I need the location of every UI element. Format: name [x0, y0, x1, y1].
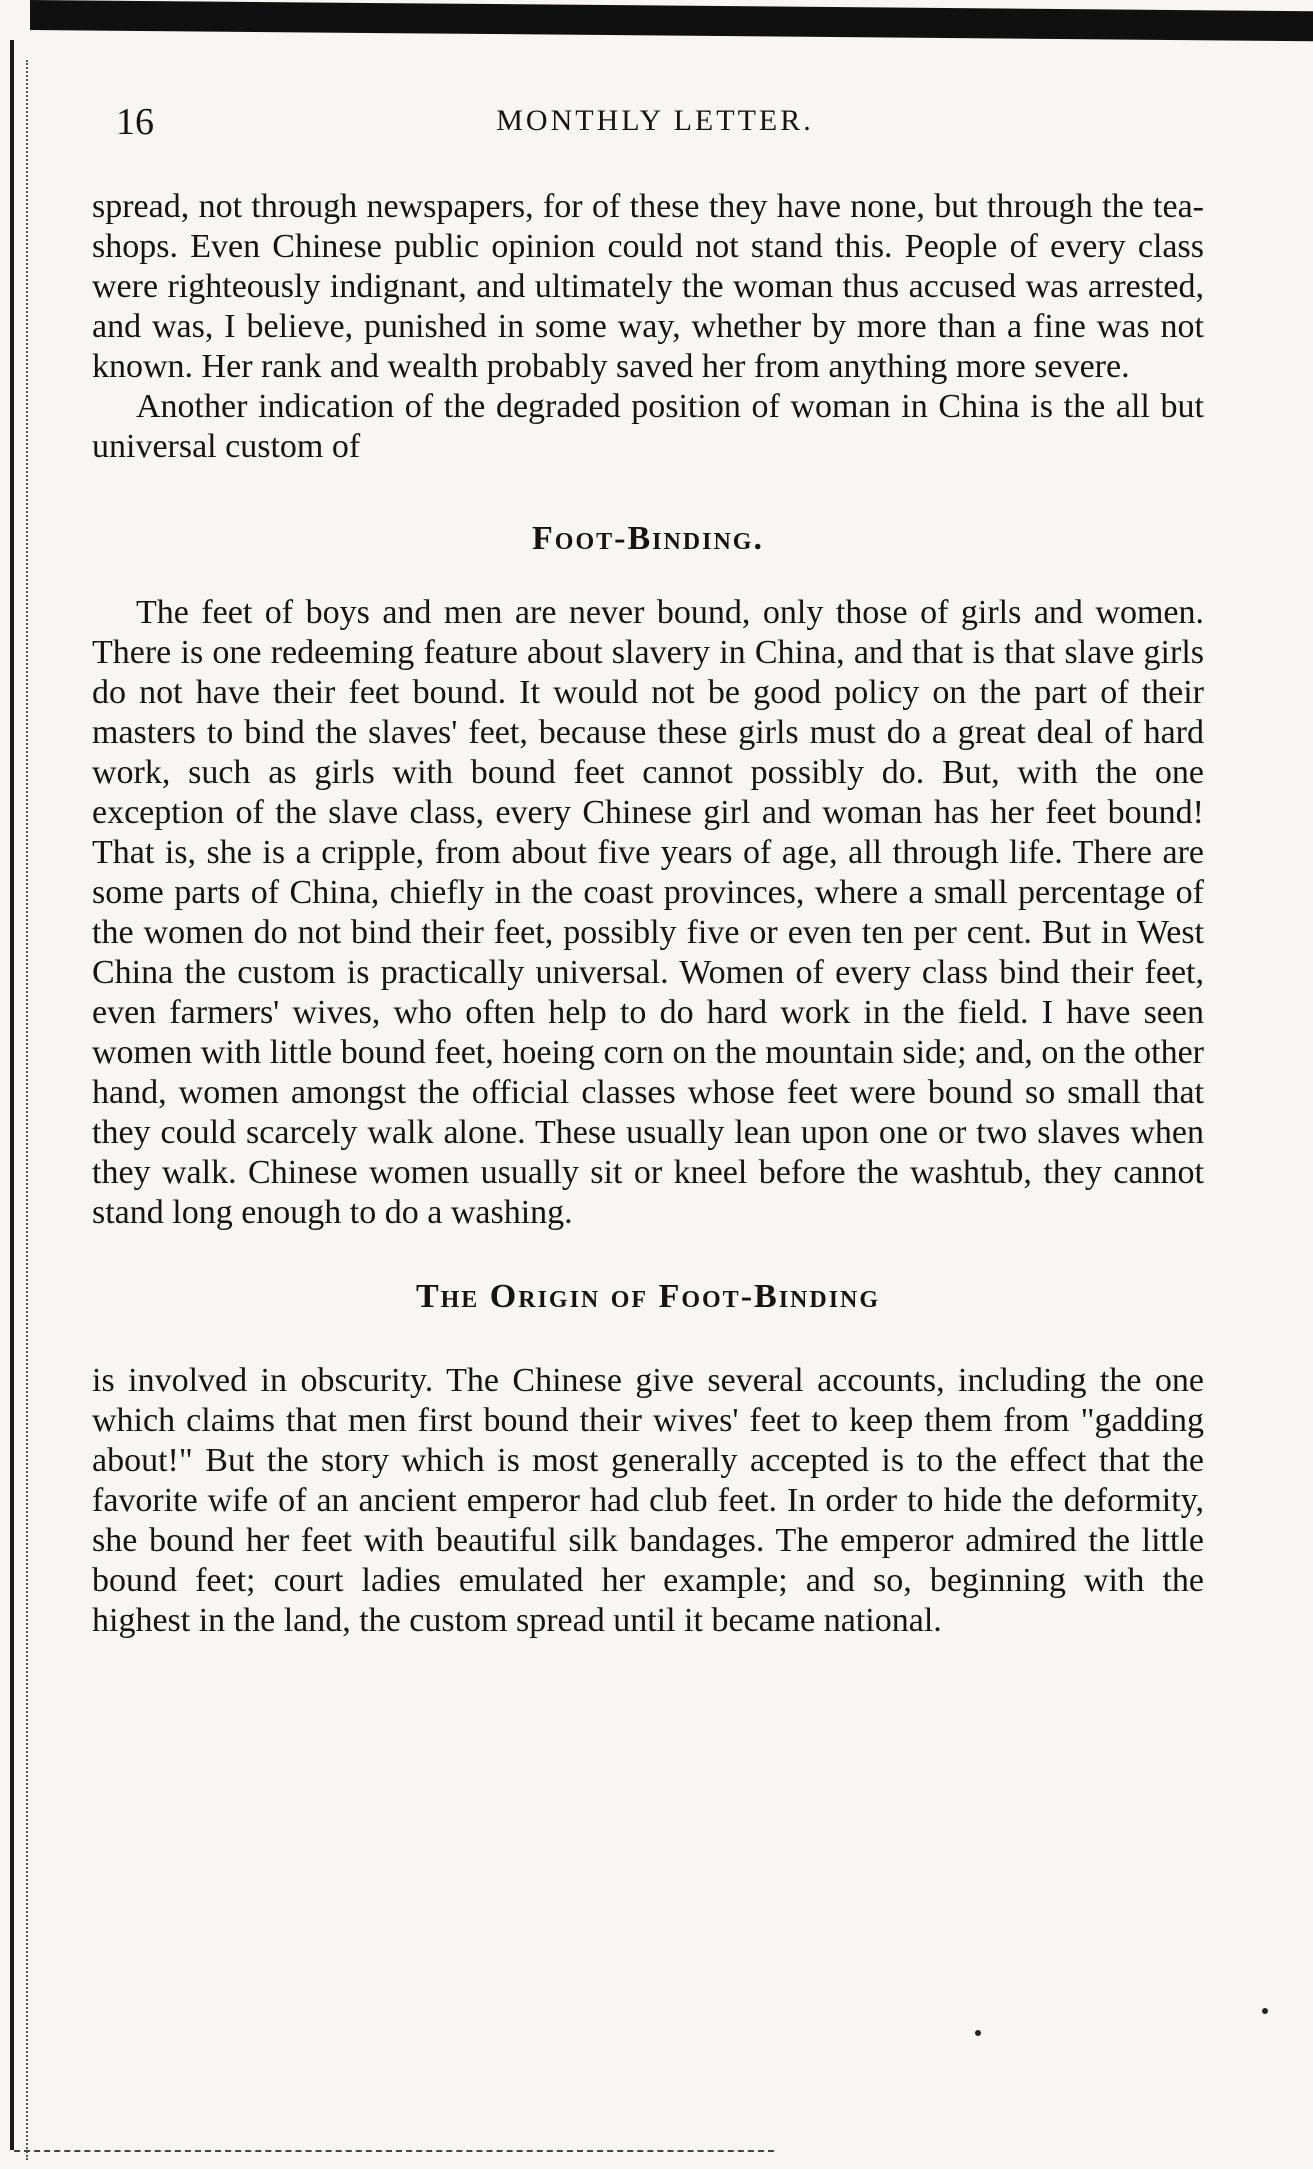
- bottom-border-rule: [14, 2150, 774, 2154]
- spacer: [92, 559, 1204, 593]
- spacer: [92, 1233, 1204, 1277]
- paragraph-feet-bound: The feet of boys and men are never bound, only those of girls and women. There is one redeeming feature about slavery in China, and that is that slave girls do not have their feet bound. It would not be good policy on the part of their masters to bind the slaves' feet, because these girls must do a great deal of hard work, such as girls with bound feet cannot possibly do. But, with the one exception of the slave class, every Chinese girl and woman has her feet bound! That is, she is a cripple, from about five years of age, all through life. There are some parts of China, chiefly in the coast provinces, where a small percentage of the women do not bind their feet, possibly five or even ten per cent. But in West China the custom is practically universal. Women of every class bind their feet, even farmers' wives, who often help to do hard work in the field. I have seen women with little bound feet, hoeing corn on the mountain side; and, on the other hand, women amongst the official classes whose feet were bound so small that they could scarcely walk alone. These usually lean upon one or two slaves when they walk. Chinese women usually sit or kneel before the washtub, they cannot stand long enough to do a washing.: [92, 594, 1204, 1231]
- spacer: [92, 1317, 1204, 1361]
- spacer: [92, 467, 1204, 519]
- ink-spot: [1262, 2008, 1268, 2014]
- page-header: [100, 100, 1210, 150]
- section-heading-origin: The Origin of Foot-Binding: [415, 1278, 881, 1315]
- left-border-rule: [10, 40, 14, 2150]
- left-binding-marks: [26, 60, 30, 2160]
- paragraph-origin: is involved in obscurity. The Chinese give several accounts, including the one which claims that men first bound their wives' feet to keep them from "gadding about!" But the story which is most generally accepted is to the effect that the favorite wife of an ancient emperor had club feet. In order to hide the deformity, she bound her feet with beautiful silk bandages. The emperor admired the little bound feet; court ladies emulated her example; and so, beginning with the highest in the land, the custom spread until it became national.: [92, 1362, 1204, 1639]
- running-head: MONTHLY LETTER.: [496, 104, 814, 137]
- ink-spot: [975, 2030, 981, 2036]
- section-heading-foot-binding: Foot-Binding.: [532, 520, 764, 557]
- page-body: [92, 187, 1204, 1641]
- page-number: 16: [116, 101, 154, 143]
- paragraph-another-indication: Another indication of the degraded position of woman in China is the all but universal custom of: [92, 388, 1204, 465]
- top-border-rule: [30, 0, 1313, 41]
- paragraph-continuation: spread, not through newspapers, for of these they have none, but through the tea-shops. Even Chinese public opinion could not stand this. People of every class were righteously indignant, and ultimately the woman thus accused was arrested, and was, I believe, punished in some way, whether by more than a fine was not known. Her rank and wealth probably saved her from anything more severe.: [92, 188, 1204, 385]
